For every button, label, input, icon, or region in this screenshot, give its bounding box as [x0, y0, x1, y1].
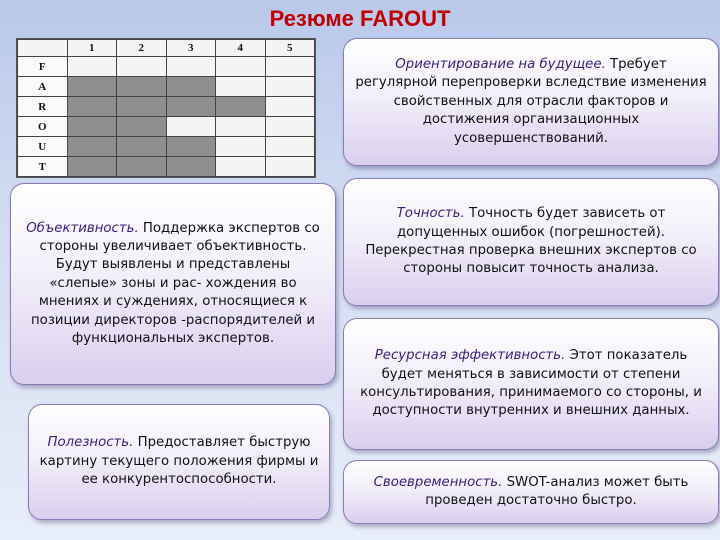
matrix-cell-filled: [216, 97, 266, 117]
matrix-row: [18, 157, 315, 177]
matrix-row: [18, 97, 315, 117]
matrix-row-label: U: [18, 137, 68, 157]
card-future-term: Ориентирование на будущее.: [395, 57, 606, 73]
matrix-cell-empty: [265, 57, 315, 77]
matrix-cell-empty: [216, 137, 266, 157]
matrix-corner-cell: [18, 40, 68, 57]
matrix-row-label: A: [18, 77, 68, 97]
matrix-cell-filled: [67, 77, 117, 97]
matrix-col-header: 3: [166, 40, 216, 57]
card-objectivity: [10, 183, 336, 385]
farout-matrix-table: [17, 39, 315, 177]
matrix-row-label: O: [18, 117, 68, 137]
card-future-orientation: [343, 38, 719, 166]
matrix-row: [18, 117, 315, 137]
matrix-cell-empty: [216, 57, 266, 77]
matrix-header-row: [18, 40, 315, 57]
card-accuracy-term: Точность.: [396, 206, 465, 222]
matrix-cell-filled: [67, 97, 117, 117]
card-usefulness-body: Предоставляет быструю картину текущего положения фирмы и ее конкурентоспособности.: [39, 435, 319, 488]
matrix-cell-empty: [216, 157, 266, 177]
card-timeliness: [343, 460, 719, 524]
matrix-cell-empty: [166, 117, 216, 137]
matrix-cell-filled: [67, 157, 117, 177]
matrix-cell-filled: [166, 97, 216, 117]
card-timeliness-body: SWOT-анализ может быть проведен достаточно быстро.: [425, 474, 689, 508]
matrix-row-label: T: [18, 157, 68, 177]
matrix-cell-filled: [117, 157, 167, 177]
matrix-cell-filled: [117, 117, 167, 137]
card-timeliness-term: Своевременность.: [373, 474, 503, 490]
card-resource-text: [354, 347, 708, 420]
slide-title: Резюме FAROUT: [269, 6, 451, 31]
matrix-cell-empty: [265, 77, 315, 97]
card-usefulness: [28, 404, 330, 520]
card-resource-term: Ресурсная эффективность.: [374, 348, 566, 364]
matrix-cell-filled: [117, 137, 167, 157]
card-future-text: [354, 56, 708, 148]
matrix-cell-empty: [265, 137, 315, 157]
matrix-col-header: 4: [216, 40, 266, 57]
card-accuracy: [343, 178, 719, 306]
matrix-cell-filled: [117, 97, 167, 117]
card-resource-body: Этот показатель будет меняться в зависимости от степени консультирования, принимаемого со стороны, и доступности внутренних и внешних данных.: [360, 348, 702, 419]
matrix-cell-filled: [67, 117, 117, 137]
matrix-col-header: 5: [265, 40, 315, 57]
matrix-cell-empty: [265, 97, 315, 117]
matrix-cell-empty: [265, 157, 315, 177]
matrix-cell-filled: [117, 77, 167, 97]
card-usefulness-text: [39, 434, 319, 489]
matrix-row-label: R: [18, 97, 68, 117]
card-objectivity-text: [21, 220, 325, 348]
matrix-col-header: 2: [117, 40, 167, 57]
matrix-cell-empty: [216, 77, 266, 97]
matrix-cell-filled: [166, 77, 216, 97]
farout-matrix-figure: [16, 38, 316, 178]
matrix-col-header: 1: [67, 40, 117, 57]
matrix-cell-empty: [265, 117, 315, 137]
card-usefulness-term: Полезность.: [47, 435, 134, 451]
card-accuracy-body: Точность будет зависеть от допущенных ошибок (погрешностей). Перекрестная проверка внешних экспертов со стороны повысит точность анализа.: [365, 206, 697, 277]
card-objectivity-body: Поддержка экспертов со стороны увеличивает объективность. Будут выявлены и представлены «слепые» зоны и рас- хождения во мнениях и суждениях, относящиеся к позиции директоров -распорядителей и функциональных экспертов.: [30, 220, 320, 346]
card-accuracy-text: [354, 205, 708, 278]
matrix-cell-filled: [67, 137, 117, 157]
matrix-cell-empty: [166, 57, 216, 77]
matrix-row-label: F: [18, 57, 68, 77]
matrix-cell-filled: [166, 137, 216, 157]
card-timeliness-text: [354, 474, 708, 511]
matrix-row: [18, 77, 315, 97]
card-future-body: Требует регулярной перепроверки вследствие изменения свойственных для отрасли факторов и достижения организационных усовершенствований.: [355, 57, 707, 146]
card-objectivity-term: Объективность.: [26, 220, 139, 236]
matrix-cell-empty: [67, 57, 117, 77]
matrix-row: [18, 137, 315, 157]
matrix-cell-empty: [117, 57, 167, 77]
matrix-cell-empty: [216, 117, 266, 137]
matrix-cell-filled: [166, 157, 216, 177]
card-resource-efficiency: [343, 318, 719, 450]
matrix-row: [18, 57, 315, 77]
